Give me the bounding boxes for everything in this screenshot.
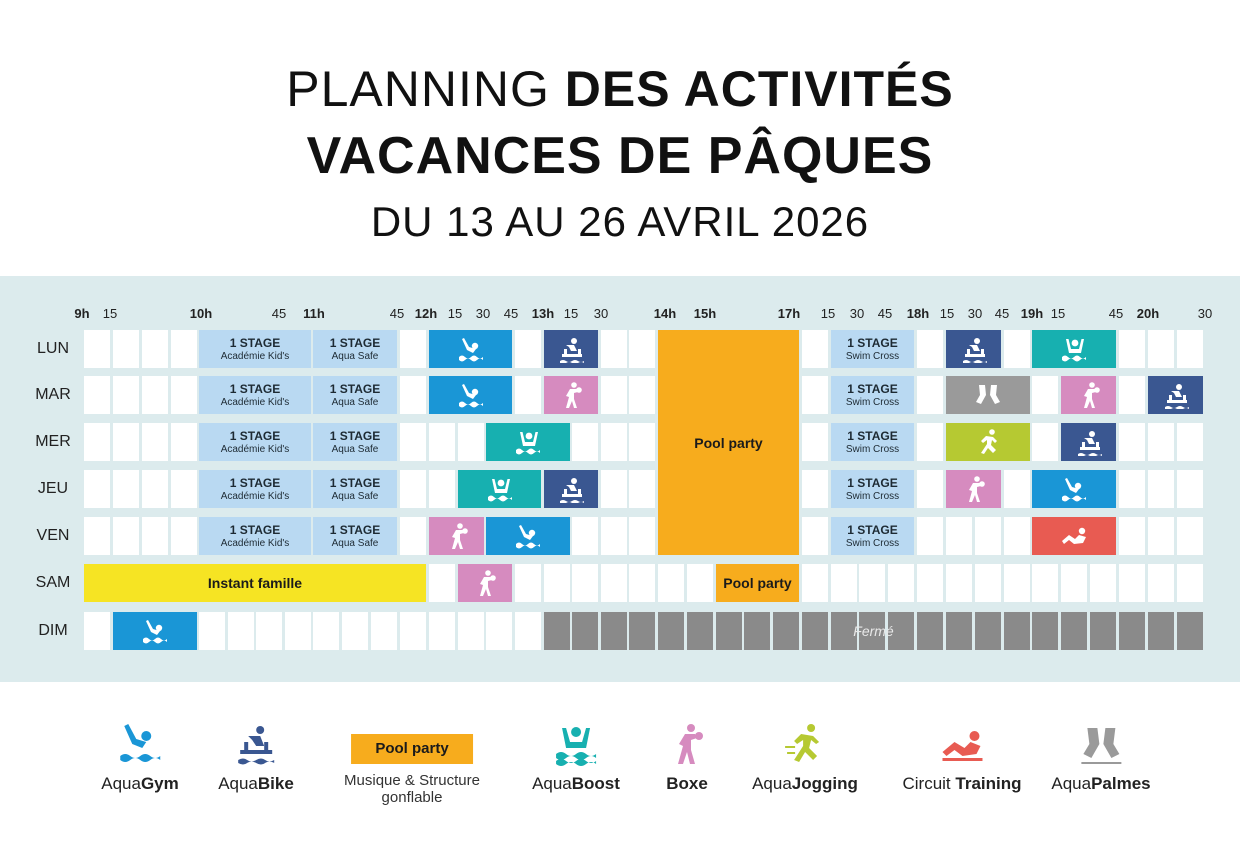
title-light: PLANNING <box>286 61 565 117</box>
aquabike-icon <box>960 335 988 363</box>
legend-aquapalmes-a: Aqua <box>1051 774 1092 793</box>
slot-cell <box>975 564 1001 602</box>
legend-circuit-a: Circuit <box>902 774 956 793</box>
slot-cell <box>802 517 828 555</box>
stage-block[interactable] <box>199 423 311 461</box>
slot-cell <box>888 564 914 602</box>
aquaboost-icon <box>514 428 542 456</box>
activity-aquabike[interactable] <box>1148 376 1203 414</box>
activity-aquabike[interactable] <box>1061 423 1116 461</box>
slot-cell <box>1090 564 1116 602</box>
boxe-icon <box>960 475 988 503</box>
aquapalmes-icon <box>974 381 1002 409</box>
slot-cell <box>917 330 943 368</box>
slot-cell <box>1177 470 1203 508</box>
slot-cell <box>601 376 627 414</box>
slot-cell <box>171 517 197 555</box>
day-label-sam: SAM <box>35 574 71 591</box>
slot-cell <box>1004 470 1030 508</box>
legend-aquabike-b: Bike <box>257 774 294 793</box>
title-line-1 <box>0 58 1240 120</box>
stage-block[interactable] <box>313 470 397 508</box>
slot-cell <box>572 564 598 602</box>
slot-cell <box>171 376 197 414</box>
time-tick: 30 <box>1197 306 1213 321</box>
stage-title: 1 STAGE <box>229 381 281 396</box>
aquagym-icon <box>514 522 542 550</box>
slot-cell <box>285 612 311 650</box>
time-tick: 45 <box>503 306 519 321</box>
day-label-jeu: JEU <box>37 480 69 497</box>
stage-title: 1 STAGE <box>229 335 281 350</box>
slot-cell <box>1119 376 1145 414</box>
boxe-icon <box>557 381 585 409</box>
activity-boxe[interactable] <box>1061 376 1116 414</box>
slot-cell <box>629 423 655 461</box>
circuit-training-icon <box>940 722 984 766</box>
slot-cell <box>228 612 254 650</box>
stage-block[interactable] <box>199 517 311 555</box>
legend-aquapalmes <box>1051 722 1150 794</box>
slot-cell <box>1177 330 1203 368</box>
legend-aquaboost-a: Aqua <box>532 774 572 793</box>
slot-cell <box>1177 517 1203 555</box>
slot-cell <box>400 612 426 650</box>
legend-pool-party-swatch: Pool party <box>351 734 473 764</box>
time-tick: 45 <box>877 306 893 321</box>
stage-name: Swim Cross <box>845 537 900 549</box>
slot-cell <box>256 612 282 650</box>
stage-name: Aqua Safe <box>331 537 379 549</box>
activity-aquabike[interactable] <box>946 330 1001 368</box>
legend-pool-party-sub1: Musique & Structure <box>344 772 480 789</box>
stage-title: 1 STAGE <box>329 522 381 537</box>
slot-cell <box>171 423 197 461</box>
slot-cell <box>142 517 168 555</box>
slot-cell <box>458 423 484 461</box>
time-tick: 11h <box>303 306 325 321</box>
stage-name: Swim Cross <box>845 443 900 455</box>
aquabike-icon <box>1075 428 1103 456</box>
slot-cell <box>1148 564 1174 602</box>
slot-cell <box>515 564 541 602</box>
time-tick: 15h <box>693 306 717 321</box>
slot-cell <box>1119 470 1145 508</box>
stage-block[interactable] <box>831 376 914 414</box>
slot-cell <box>1177 423 1203 461</box>
pool-party-block[interactable]: Pool party <box>658 330 799 555</box>
stage-name: Swim Cross <box>845 396 900 408</box>
time-tick: 45 <box>271 306 287 321</box>
slot-cell <box>142 330 168 368</box>
title-line-2: VACANCES DE PÂQUES <box>306 127 934 185</box>
slot-cell <box>802 330 828 368</box>
activity-aquagym[interactable] <box>429 330 512 368</box>
boxe-icon <box>665 722 709 766</box>
time-tick: 45 <box>1108 306 1124 321</box>
slot-cell <box>629 517 655 555</box>
slot-cell <box>802 564 828 602</box>
stage-block[interactable] <box>831 423 914 461</box>
slot-cell <box>429 423 455 461</box>
time-tick: 30 <box>849 306 865 321</box>
slot-cell <box>84 376 110 414</box>
time-tick: 30 <box>967 306 983 321</box>
boxe-icon <box>443 522 471 550</box>
stage-title: 1 STAGE <box>847 428 898 443</box>
slot-cell <box>400 517 426 555</box>
aquagym-icon <box>457 335 485 363</box>
slot-cell <box>113 376 139 414</box>
slot-cell <box>458 612 484 650</box>
slot-cell <box>629 564 655 602</box>
slot-cell <box>1148 423 1174 461</box>
slot-cell <box>629 470 655 508</box>
stage-title: 1 STAGE <box>847 522 898 537</box>
aquabike-icon <box>234 722 278 766</box>
slot-cell <box>1032 564 1058 602</box>
slot-cell <box>601 517 627 555</box>
slot-cell <box>429 612 455 650</box>
slot-cell <box>342 612 368 650</box>
stage-block[interactable] <box>831 517 914 555</box>
activity-aquagym[interactable] <box>486 517 570 555</box>
slot-cell <box>1119 517 1145 555</box>
time-tick: 18h <box>906 306 930 321</box>
day-label-mar: MAR <box>35 386 71 403</box>
slot-cell <box>802 376 828 414</box>
time-tick: 15 <box>563 306 579 321</box>
stage-title: 1 STAGE <box>847 335 898 350</box>
day-label-dim: DIM <box>38 622 68 639</box>
slot-cell <box>84 330 110 368</box>
slot-cell <box>113 330 139 368</box>
slot-cell <box>601 564 627 602</box>
slot-cell <box>199 612 225 650</box>
activity-aquagym[interactable] <box>429 376 512 414</box>
activity-aquaboost[interactable] <box>458 470 541 508</box>
stage-block[interactable] <box>199 470 311 508</box>
legend-aquabike <box>218 722 294 794</box>
stage-block[interactable] <box>313 330 397 368</box>
boxe-icon <box>471 569 499 597</box>
slot-cell <box>946 564 972 602</box>
aquapalmes-icon <box>1079 722 1123 766</box>
stage-name: Académie Kid's <box>220 443 290 455</box>
time-tick: 15 <box>939 306 955 321</box>
stage-title: 1 STAGE <box>847 475 898 490</box>
activity-aquajogging[interactable] <box>946 423 1030 461</box>
time-tick: 30 <box>475 306 491 321</box>
aquaboost-icon <box>486 475 514 503</box>
legend-aquagym <box>101 722 179 794</box>
slot-cell <box>84 517 110 555</box>
boxe-icon <box>1075 381 1103 409</box>
stage-title: 1 STAGE <box>329 428 381 443</box>
slot-cell <box>400 423 426 461</box>
aquagym-icon <box>118 722 162 766</box>
aquagym-icon <box>1060 475 1088 503</box>
slot-cell <box>946 517 972 555</box>
slot-cell <box>1061 564 1087 602</box>
activity-aquagym[interactable] <box>1032 470 1116 508</box>
slot-cell <box>400 470 426 508</box>
stage-title: 1 STAGE <box>229 522 281 537</box>
aquabike-icon <box>557 335 585 363</box>
legend-aquapalmes-b: Palmes <box>1091 774 1151 793</box>
slot-cell <box>1148 330 1174 368</box>
slot-cell <box>831 564 857 602</box>
stage-title: 1 STAGE <box>847 381 898 396</box>
slot-cell <box>629 330 655 368</box>
stage-name: Swim Cross <box>845 490 900 502</box>
aquagym-icon <box>457 381 485 409</box>
slot-cell <box>84 612 110 650</box>
aquabike-icon <box>557 475 585 503</box>
time-tick: 13h <box>531 306 555 321</box>
time-tick: 17h <box>777 306 801 321</box>
slot-cell <box>917 376 943 414</box>
time-tick: 20h <box>1136 306 1160 321</box>
legend-pool-party-sub2: gonflable <box>381 789 443 806</box>
time-tick: 15 <box>447 306 463 321</box>
stage-name: Académie Kid's <box>220 537 290 549</box>
slot-cell <box>1119 564 1145 602</box>
legend-boxe <box>665 722 709 794</box>
slot-cell <box>113 423 139 461</box>
stage-name: Académie Kid's <box>220 396 290 408</box>
slot-cell <box>142 423 168 461</box>
day-label-ven: VEN <box>36 527 70 544</box>
activity-circuit[interactable] <box>1032 517 1116 555</box>
slot-cell <box>84 470 110 508</box>
slot-cell <box>486 612 512 650</box>
slot-cell <box>802 470 828 508</box>
aquabike-icon <box>1162 381 1190 409</box>
instant-famille-block[interactable]: Instant famille <box>84 564 426 602</box>
aquaboost-icon <box>1060 335 1088 363</box>
slot-cell <box>601 423 627 461</box>
schedule-grid <box>0 276 1240 682</box>
stage-name: Aqua Safe <box>331 350 379 362</box>
activity-aquabike[interactable] <box>544 330 598 368</box>
slot-cell <box>544 564 570 602</box>
day-label-mer: MER <box>35 433 71 450</box>
slot-cell <box>1004 517 1030 555</box>
legend-aquagym-b: Gym <box>140 774 179 793</box>
slot-cell <box>658 564 684 602</box>
slot-cell <box>1119 423 1145 461</box>
legend-aquajogging-a: Aqua <box>752 774 792 793</box>
aquagym-icon <box>141 617 169 645</box>
legend-aquaboost-b: Boost <box>571 774 620 793</box>
aquaboost-icon <box>554 722 598 766</box>
slot-cell <box>1148 470 1174 508</box>
time-tick: 15 <box>820 306 836 321</box>
stage-block[interactable] <box>313 376 397 414</box>
slot-cell <box>515 330 541 368</box>
day-label-lun: LUN <box>36 340 69 357</box>
slot-cell <box>917 423 943 461</box>
slot-cell <box>142 376 168 414</box>
slot-cell <box>802 423 828 461</box>
activity-boxe[interactable] <box>946 470 1001 508</box>
activity-aquapalmes[interactable] <box>946 376 1030 414</box>
slot-cell <box>917 517 943 555</box>
slot-cell <box>1177 564 1203 602</box>
legend-aquabike-a: Aqua <box>218 774 258 793</box>
stage-name: Académie Kid's <box>220 490 290 502</box>
slot-cell <box>572 423 598 461</box>
slot-cell <box>1032 423 1058 461</box>
activity-aquaboost[interactable] <box>486 423 570 461</box>
time-tick: 10h <box>189 306 213 321</box>
time-tick: 45 <box>994 306 1010 321</box>
slot-cell <box>917 564 943 602</box>
slot-cell <box>975 517 1001 555</box>
activity-aquaboost[interactable] <box>1032 330 1116 368</box>
slot-cell <box>171 330 197 368</box>
time-tick: 45 <box>389 306 405 321</box>
aquajogging-icon <box>783 722 827 766</box>
time-tick: 19h <box>1020 306 1044 321</box>
legend-aquajogging <box>752 722 858 794</box>
legend-boxe-label: Boxe <box>666 774 708 793</box>
activity-aquagym[interactable] <box>113 612 197 650</box>
slot-cell <box>313 612 339 650</box>
stage-name: Aqua Safe <box>331 396 379 408</box>
stage-block[interactable] <box>313 517 397 555</box>
time-tick: 9h <box>74 306 90 321</box>
slot-cell <box>1119 330 1145 368</box>
slot-cell <box>400 330 426 368</box>
stage-block[interactable] <box>831 470 914 508</box>
slot-cell <box>371 612 397 650</box>
title-bold: DES ACTIVITÉS <box>564 61 954 117</box>
slot-cell <box>1004 564 1030 602</box>
stage-title: 1 STAGE <box>329 475 381 490</box>
stage-name: Aqua Safe <box>331 443 379 455</box>
legend-pool-party <box>344 722 480 806</box>
legend-aquaboost <box>532 722 620 794</box>
slot-cell <box>687 564 713 602</box>
stage-block[interactable] <box>831 330 914 368</box>
time-tick: 12h <box>414 306 438 321</box>
circuit-icon <box>1060 522 1088 550</box>
slot-cell <box>142 470 168 508</box>
slot-cell <box>1032 376 1058 414</box>
slot-cell <box>1148 517 1174 555</box>
stage-title: 1 STAGE <box>329 335 381 350</box>
stage-block[interactable] <box>199 330 311 368</box>
time-tick: 15 <box>102 306 118 321</box>
slot-cell <box>601 330 627 368</box>
slot-cell <box>629 376 655 414</box>
time-tick: 15 <box>1050 306 1066 321</box>
stage-title: 1 STAGE <box>329 381 381 396</box>
stage-block[interactable] <box>199 376 311 414</box>
slot-cell <box>917 470 943 508</box>
legend-circuit-training <box>902 722 1021 794</box>
slot-cell <box>601 470 627 508</box>
slot-cell <box>572 517 598 555</box>
aquajogging-icon <box>974 428 1002 456</box>
legend-aquajogging-b: Jogging <box>791 774 858 793</box>
activity-boxe[interactable] <box>458 564 512 602</box>
slot-cell <box>1004 330 1030 368</box>
slot-cell <box>113 517 139 555</box>
stage-title: 1 STAGE <box>229 428 281 443</box>
stage-name: Aqua Safe <box>331 490 379 502</box>
slot-cell <box>171 470 197 508</box>
pool-party-saturday[interactable]: Pool party <box>716 564 799 602</box>
time-tick: 14h <box>653 306 677 321</box>
slot-cell <box>400 376 426 414</box>
activity-boxe[interactable] <box>544 376 598 414</box>
time-tick: 30 <box>593 306 609 321</box>
slot-cell <box>515 612 541 650</box>
slot-cell <box>515 376 541 414</box>
date-range: DU 13 AU 26 AVRIL 2026 <box>370 198 870 245</box>
activity-aquabike[interactable] <box>544 470 598 508</box>
activity-boxe[interactable] <box>429 517 484 555</box>
slot-cell <box>84 423 110 461</box>
ferme-label[interactable]: Fermé <box>853 623 894 639</box>
slot-cell <box>429 564 455 602</box>
stage-block[interactable] <box>313 423 397 461</box>
stage-title: 1 STAGE <box>229 475 281 490</box>
stage-name: Académie Kid's <box>220 350 290 362</box>
slot-cell <box>429 470 455 508</box>
legend-aquagym-a: Aqua <box>101 774 141 793</box>
stage-name: Swim Cross <box>845 350 900 362</box>
slot-cell <box>113 470 139 508</box>
slot-cell <box>859 564 885 602</box>
legend-circuit-b: Training <box>955 774 1022 793</box>
